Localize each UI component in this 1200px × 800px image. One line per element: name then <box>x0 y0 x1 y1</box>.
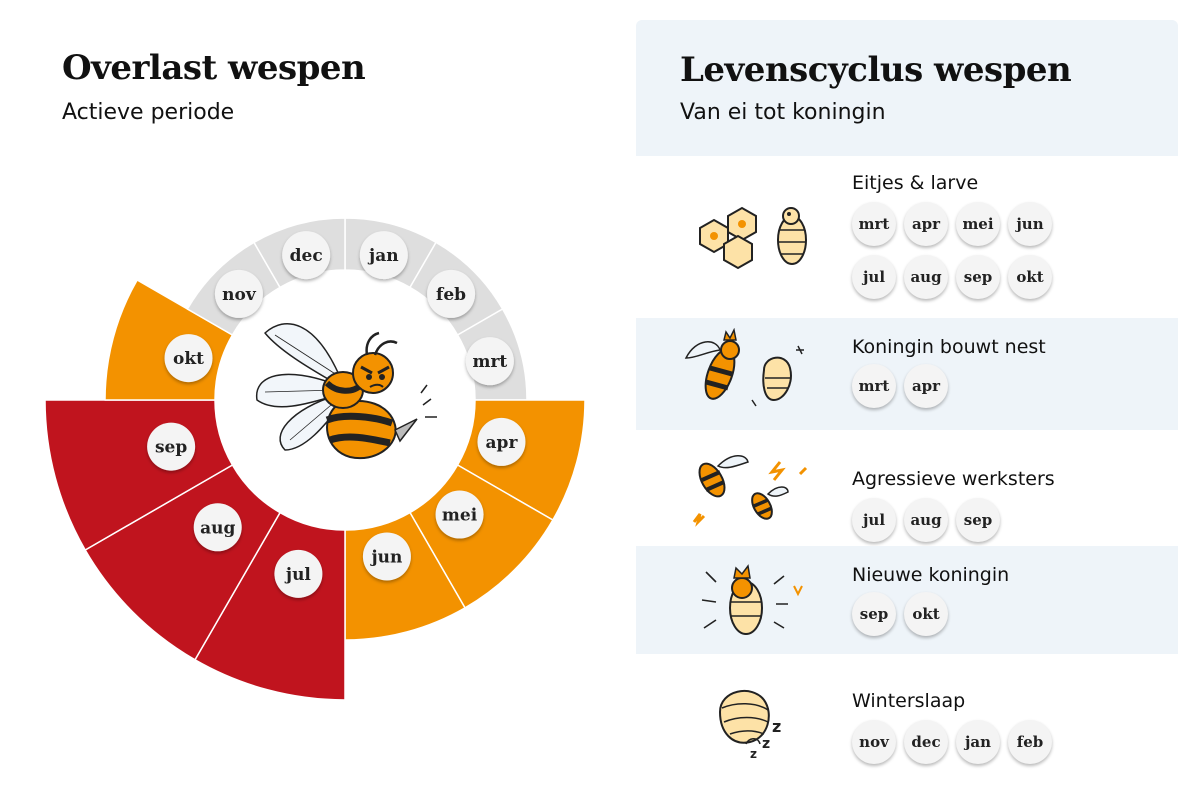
month-pill: aug <box>904 498 948 542</box>
month-pill: jul <box>852 255 896 299</box>
stage-label-aggressive-workers: Agressieve werksters <box>852 468 1055 490</box>
queen-building-nest-icon <box>676 328 816 418</box>
wheel-label-text: apr <box>485 432 518 453</box>
hibernating-queen-icon <box>676 672 816 762</box>
wheel-label-mrt <box>466 337 514 385</box>
stage-label-new-queen: Nieuwe koningin <box>852 564 1010 586</box>
aggressive-workers-icon <box>676 444 816 534</box>
month-pill: dec <box>904 720 948 764</box>
honeycomb-larva-icon <box>676 188 816 278</box>
month-pill: aug <box>904 255 948 299</box>
wheel-label-text: sep <box>154 437 188 458</box>
month-pill: jan <box>956 720 1000 764</box>
wheel-label-text: aug <box>200 518 236 539</box>
wheel-label-aug <box>194 503 242 551</box>
svg-text:z: z <box>762 736 771 752</box>
stage-eggs-larva <box>636 158 1178 318</box>
left-subtitle: Actieve periode <box>62 100 235 125</box>
wheel-label-text: okt <box>173 349 205 370</box>
stage-hibernation <box>636 654 1178 800</box>
stage-label-hibernation: Winterslaap <box>852 690 966 712</box>
month-pill: mei <box>956 202 1000 246</box>
wheel-label-jun <box>363 532 411 580</box>
wheel-label-feb <box>427 270 475 318</box>
month-pill: mrt <box>852 202 896 246</box>
month-pill: apr <box>904 202 948 246</box>
wheel-label-sep <box>147 423 195 471</box>
wheel-label-text: nov <box>222 284 256 305</box>
new-queen-icon <box>676 556 816 646</box>
wheel-label-text: mrt <box>472 352 508 373</box>
month-pill: feb <box>1008 720 1052 764</box>
wheel-label-mei <box>436 491 484 539</box>
wheel-label-text: jan <box>369 246 399 267</box>
stage-label-queen-nest: Koningin bouwt nest <box>852 336 1046 358</box>
svg-text:z: z <box>750 747 757 761</box>
wheel-label-text: mei <box>441 505 478 526</box>
month-pill: sep <box>852 592 896 636</box>
month-pill: nov <box>852 720 896 764</box>
month-pill: sep <box>956 498 1000 542</box>
right-subtitle: Van ei tot koningin <box>680 100 886 125</box>
wheel-label-jul <box>274 550 322 598</box>
month-pill: jun <box>1008 202 1052 246</box>
lifecycle-header <box>636 20 1178 156</box>
lifecycle-panel <box>636 20 1178 800</box>
wheel-label-apr <box>477 418 525 466</box>
wheel-label-dec <box>282 231 330 279</box>
month-pill: sep <box>956 255 1000 299</box>
stage-aggressive-workers <box>636 430 1178 546</box>
wheel-label-okt <box>165 334 213 382</box>
stage-label-eggs-larva: Eitjes & larve <box>852 172 979 194</box>
month-pill: okt <box>1008 255 1052 299</box>
wheel-label-text: jul <box>285 564 311 585</box>
wheel-label-nov <box>215 270 263 318</box>
month-pill: jul <box>852 498 896 542</box>
stage-queen-nest <box>636 318 1178 430</box>
right-title: Levenscyclus wespen <box>680 50 1072 90</box>
left-title: Overlast wespen <box>62 48 366 88</box>
wheel-label-text: dec <box>289 246 323 267</box>
month-pill: mrt <box>852 364 896 408</box>
wheel-label-jan <box>360 231 408 279</box>
wheel-label-text: feb <box>436 284 467 305</box>
month-pill: apr <box>904 364 948 408</box>
stage-new-queen <box>636 546 1178 654</box>
month-pill: okt <box>904 592 948 636</box>
wheel-label-text: jun <box>371 547 403 568</box>
svg-text:z: z <box>772 717 782 736</box>
